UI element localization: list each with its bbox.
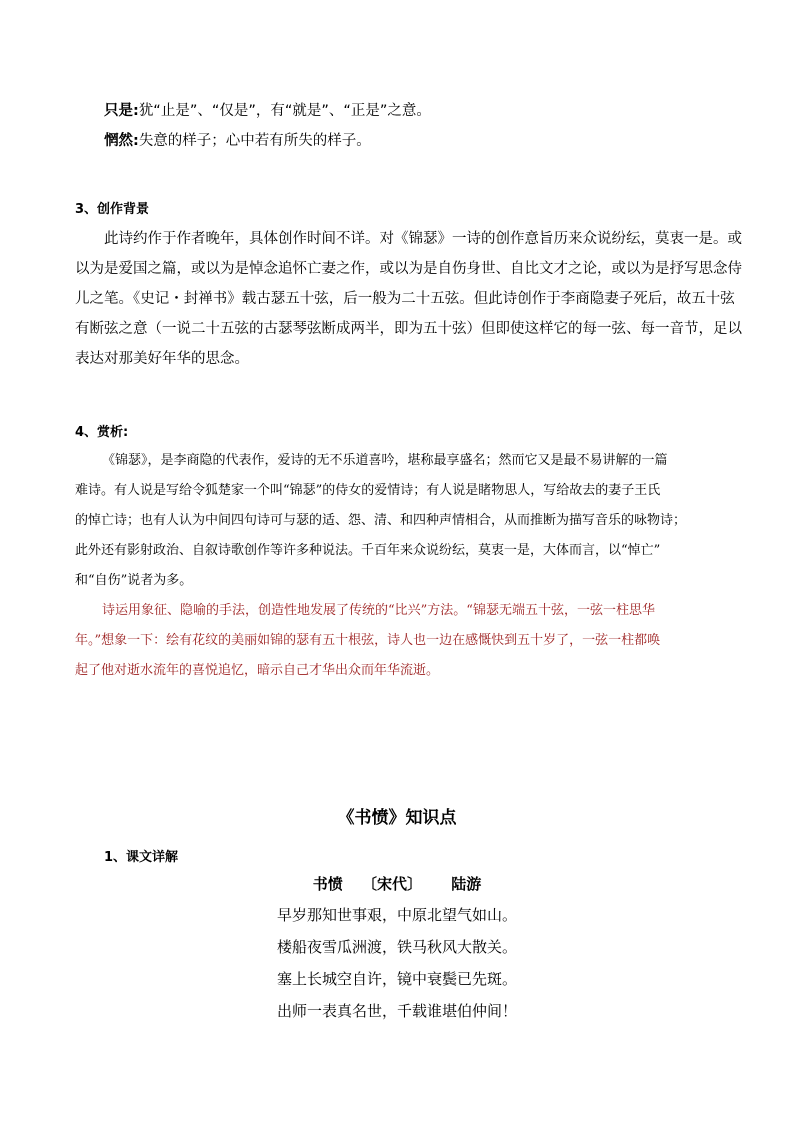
text-line: 《锦瑟》，是李商隐的代表作，爱诗的无不乐道喜吟，堪称最享盛名；然而它又是最不易讲解的一篇 — [102, 453, 668, 468]
poem-dynasty: 〔宋代〕 — [361, 875, 422, 893]
poem-line: 楼船夜雪瓜洲渡，铁马秋风大散关。 — [276, 938, 517, 956]
text-line-highlight: 起了他对逝水流年的喜悦追忆，暗示自己才华出众而年华流逝。 — [75, 663, 440, 678]
poem-header — [0, 873, 794, 894]
poem-line: 早岁那知世事艰，中原北望气如山。 — [276, 906, 517, 924]
term-wangran — [104, 126, 724, 156]
term-label: 惘然: — [104, 133, 139, 149]
term-definition: 失意的样子；心中若有所失的样子。 — [138, 133, 371, 149]
term-definition: 犹“止是”、“仅是”，有“就是”、“正是”之意。 — [138, 103, 431, 119]
section4-heading: 4、赏析: — [75, 425, 129, 440]
subheading: 1、课文详解 — [104, 850, 179, 865]
poem-line: 塞上长城空自许，镜中衰鬓已先斑。 — [276, 970, 517, 988]
poem-line: 出师一表真名世，千载谁堪伯仲间！ — [276, 1002, 517, 1020]
poem-body — [0, 904, 794, 1032]
poem-title: 书愤 — [312, 875, 343, 893]
section-title: 《书愤》知识点 — [337, 808, 457, 828]
text-line: 此外还有影射政治、自叙诗歌创作等许多种说法。千百年来众说纷纭，莫衷一是，大体而言，以“悼亡” — [75, 543, 661, 558]
text-line-highlight: 诗运用象征、隐喻的手法，创造性地发展了传统的“比兴”方法。“锦瑟无端五十弦，一弦一柱思华 — [102, 603, 655, 618]
section3-body — [75, 224, 742, 374]
term-zhishi — [104, 96, 724, 126]
term-label: 只是: — [104, 103, 139, 119]
text-line-highlight: 年。”想象一下：绘有花纹的美丽如锦的瑟有五十根弦，诗人也一边在感慨快到五十岁了，一弦一柱都唤 — [75, 633, 661, 648]
text-line: 有断弦之意（一说二十五弦的古瑟琴弦断成两半，即为五十弦）但即使这样它的每一弦、每一音节，足以 — [75, 321, 742, 337]
text-line: 难诗。有人说是写给令狐楚家一个叫“锦瑟”的侍女的爱情诗；有人说是睹物思人，写给故去的妻子王氏 — [75, 483, 661, 498]
text-line: 的悼亡诗；也有人认为中间四句诗可与瑟的适、怨、清、和四种声情相合，从而推断为描写音乐的咏物诗； — [75, 513, 687, 528]
text-line: 表达对那美好年华的思念。 — [75, 351, 249, 367]
poem-author: 陆游 — [451, 875, 482, 893]
text-line: 以为是爱国之篇，或以为是悼念追怀亡妻之作，或以为是自伤身世、自比文才之论，或以为是抒写思念侍 — [75, 261, 742, 277]
section3-heading: 3、创作背景 — [75, 202, 150, 217]
text-line: 儿之笔。《史记・封禅书》载古瑟五十弦，后一般为二十五弦。但此诗创作于李商隐妻子死后，故五十弦 — [75, 291, 735, 307]
text-line: 和“自伤”说者为多。 — [75, 573, 193, 588]
section4-body — [75, 446, 735, 686]
text-line: 此诗约作于作者晚年，具体创作时间不详。对《锦瑟》一诗的创作意旨历来众说纷纭，莫衷一是。或 — [104, 231, 742, 247]
